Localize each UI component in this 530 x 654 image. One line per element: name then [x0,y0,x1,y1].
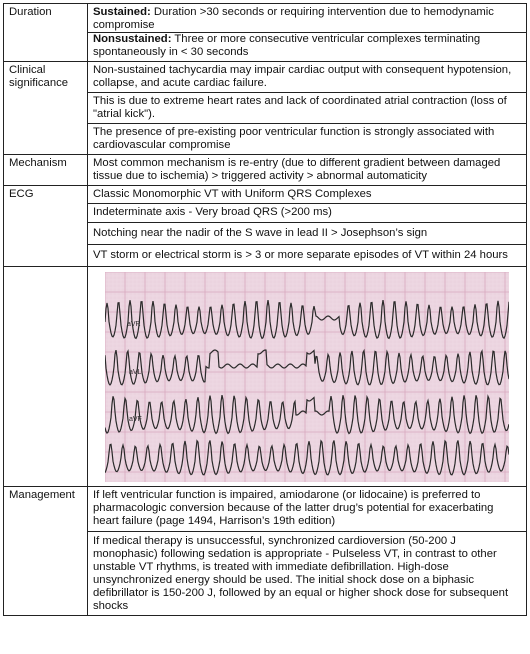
row-label: Duration [4,4,88,62]
row-label: Management [4,487,88,616]
content-item: This is due to extreme heart rates and lack of coordinated atrial contraction (loss of "atrial kick"). [88,92,526,123]
row-ecg [4,186,527,267]
content-item: Indeterminate axis - Very broad QRS (>200 ms) [88,203,526,222]
row-mechanism [4,155,527,186]
row-content [88,487,527,616]
content-item: Notching near the nadir of the S wave in lead II > Josephson’s sign [88,222,526,244]
row-label-empty [4,267,88,487]
content-item: VT storm or electrical storm is > 3 or more separate episodes of VT within 24 hours [88,244,526,264]
term-bold: Sustained: [93,6,151,18]
ecg-image-cell [88,267,527,487]
content-item: The presence of pre-existing poor ventricular function is strongly associated with cardiovascular compromise [88,123,526,152]
content-item: If left ventricular function is impaired, amiodarone (or lidocaine) is preferred to pharmacologic conversion because of the latter drug’s potential for exacerbating heart failure (page 1494, Harrison’s 19th edition) [93,489,494,527]
row-management [4,487,527,616]
ecg-strip-image [105,272,509,482]
vt-summary-table [3,3,527,616]
row-label: Clinical significance [4,62,88,155]
term-text: Duration >30 seconds or requiring intervention due to hemodynamic compromise [93,6,494,31]
row-duration [4,4,527,62]
row-content [88,186,527,267]
term-text: Three or more consecutive ventricular complexes terminating spontaneously in < 30 seconds [93,33,481,58]
row-clinical-significance [4,62,527,155]
row-content [88,155,527,186]
content-item: Non-sustained tachycardia may impair cardiac output with consequent hypotension, collapse, and acute cardiac failure. [93,64,512,89]
ecg-lead-label: aVF [129,416,142,423]
content-item [93,6,521,32]
row-content [88,4,527,62]
row-label: Mechanism [4,155,88,186]
content-item: Most common mechanism is re-entry (due to different gradient between damaged tissue due to ischemia) > triggered activity > abnormal automaticity [93,157,501,182]
ecg-tracing [105,272,509,482]
row-label: ECG [4,186,88,267]
content-item: If medical therapy is unsuccessful, synchronized cardioversion (50-200 J monophasic) following sedation is appropriate - Pulseless VT, in contrast to other unstable VT rhythms, is treated with immediate defibrillation. High-dose unsynchronized energy should be used. The initial shock dose on a biphasic defibrillator is 150-200 J, followed by an equal or higher shock dose for subsequent shocks [88,531,526,613]
term-bold: Nonsustained: [93,33,172,45]
row-ecg-image [4,267,527,487]
content-item [88,32,526,59]
content-item: Classic Monomorphic VT with Uniform QRS Complexes [93,188,372,200]
row-content [88,62,527,155]
ecg-lead-label: aVR [127,321,141,328]
ecg-lead-label: aVL [129,369,142,376]
